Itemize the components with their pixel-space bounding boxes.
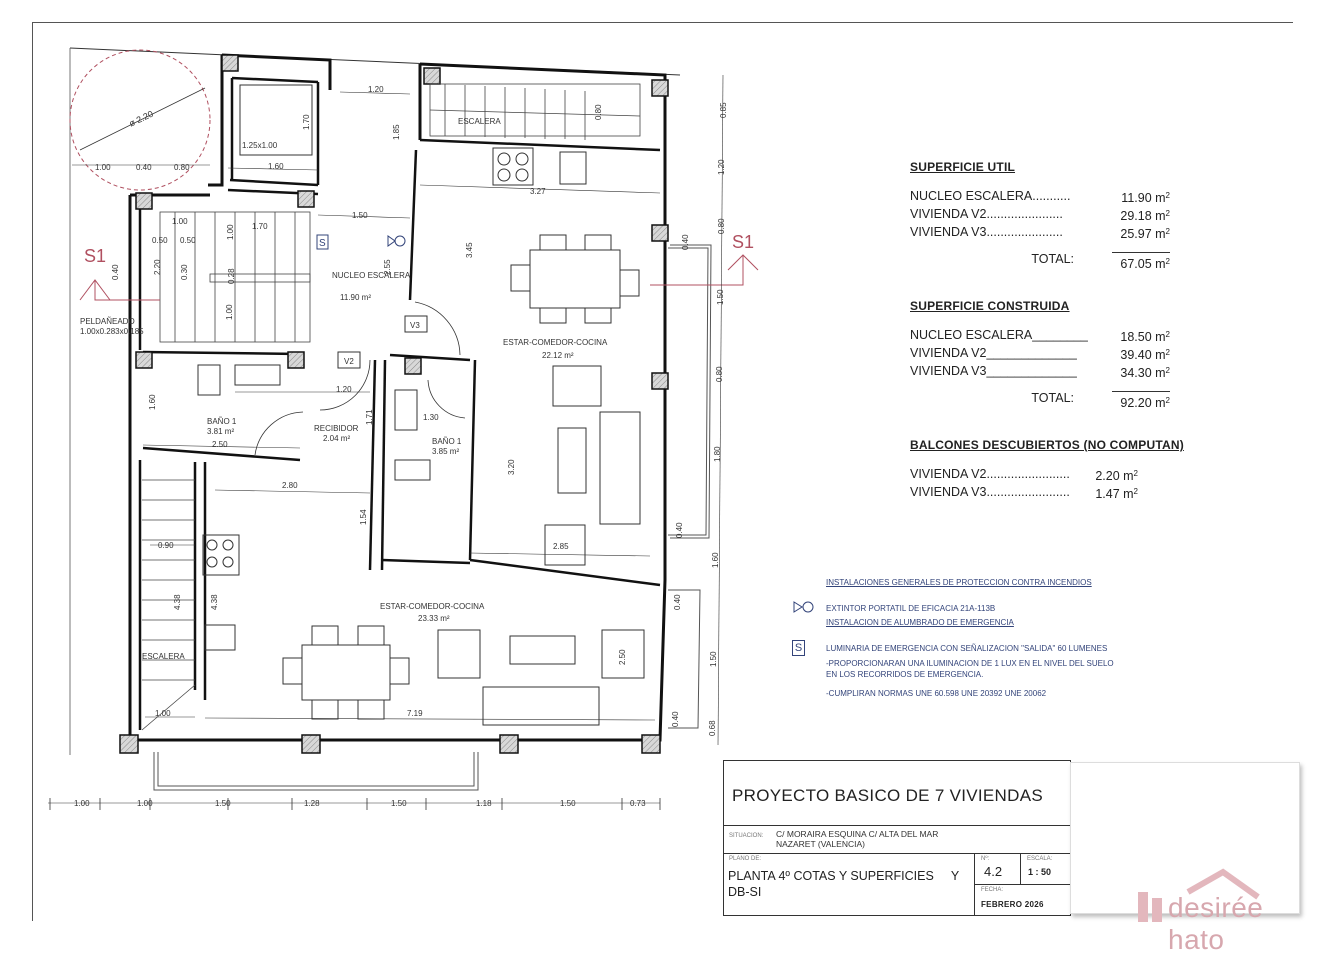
svg-text:0.80: 0.80 — [174, 163, 190, 172]
room-label-nucleo: NUCLEO ESCALERA — [332, 271, 411, 280]
svg-text:2.50: 2.50 — [618, 649, 627, 665]
room-area-estar-v3: 22.12 m² — [542, 351, 574, 360]
svg-text:1.85: 1.85 — [392, 124, 401, 140]
room-label-bano-v2: BAÑO 1 — [207, 417, 237, 426]
svg-text:1.25x1.00: 1.25x1.00 — [242, 141, 278, 150]
stair-top — [430, 84, 640, 140]
kitchen-lower — [203, 535, 239, 650]
room-area-nucleo: 11.90 m² — [340, 293, 371, 302]
svg-text:1.00: 1.00 — [226, 224, 235, 240]
svg-text:3.27: 3.27 — [530, 187, 546, 196]
svg-text:2.50: 2.50 — [212, 440, 228, 449]
svg-text:0.40: 0.40 — [111, 264, 120, 280]
situacion-cell: SITUACION: C/ MORAIRA ESQUINA C/ ALTA DEL MAR NAZARET (VALENCIA) — [724, 826, 1070, 854]
superficie-construida-title: SUPERFICIE CONSTRUIDA — [910, 299, 1070, 313]
svg-text:1.60: 1.60 — [711, 552, 720, 568]
svg-text:1.60: 1.60 — [148, 394, 157, 410]
living-furniture-v3 — [545, 366, 640, 565]
balconies — [154, 245, 711, 790]
legend-heading-fire: INSTALACIONES GENERALES DE PROTECCION CONTRA INCENDIOS — [826, 578, 1092, 587]
section-label-left: S1 — [84, 246, 107, 266]
svg-text:0.40: 0.40 — [136, 163, 152, 172]
svg-text:0.40: 0.40 — [675, 522, 684, 538]
extinguisher-icon — [388, 236, 405, 246]
door-swings — [255, 302, 465, 455]
superficie-construida-table — [910, 299, 1170, 410]
table-row: VIVIENDA V2 ........................ 2.20 $m^2$ — [910, 467, 1138, 483]
svg-text:1.20: 1.20 — [336, 385, 352, 394]
svg-text:1.00: 1.00 — [172, 217, 188, 226]
stair-lower — [142, 480, 195, 730]
room-label-estar-v3: ESTAR-COMEDOR-COCINA — [503, 338, 608, 347]
superficie-util-table — [910, 160, 1170, 271]
label-v2: V2 — [344, 357, 354, 366]
room-area-bano-v2: 3.81 m² — [207, 427, 235, 436]
room-label-recibidor: RECIBIDOR — [314, 424, 359, 433]
svg-text:2.85: 2.85 — [553, 542, 569, 551]
svg-text:1.70: 1.70 — [252, 222, 268, 231]
svg-text:0.50: 0.50 — [152, 236, 168, 245]
svg-text:1.00: 1.00 — [95, 163, 111, 172]
svg-text:1.00: 1.00 — [137, 799, 153, 808]
svg-text:0.80: 0.80 — [594, 104, 603, 120]
svg-text:1.54: 1.54 — [359, 509, 368, 525]
living-furniture-v2 — [438, 630, 644, 725]
svg-text:1.50: 1.50 — [215, 799, 231, 808]
room-label-escalera-top: ESCALERA — [458, 117, 501, 126]
table-row: NUCLEO ESCALERA ________ 18.50 $m^2$ — [910, 328, 1170, 344]
room-label-estar-v2: ESTAR-COMEDOR-COCINA — [380, 602, 485, 611]
table-row: VIVIENDA V2 _____________ 39.40 $m^2$ — [910, 346, 1170, 362]
svg-text:1.50: 1.50 — [560, 799, 576, 808]
svg-text:0.40: 0.40 — [671, 711, 680, 727]
svg-text:1.20: 1.20 — [368, 85, 384, 94]
balcones-title: BALCONES DESCUBIERTOS (NO COMPUTAN) — [910, 438, 1184, 452]
svg-text:0.80: 0.80 — [717, 218, 726, 234]
table-row: NUCLEO ESCALERA ........... 11.90 $m^2$ — [910, 189, 1170, 205]
svg-text:0.90: 0.90 — [158, 541, 174, 550]
area-summary — [910, 160, 1184, 530]
svg-text:1.80: 1.80 — [713, 446, 722, 462]
svg-text:0.40: 0.40 — [681, 234, 690, 250]
section-marker-left — [80, 280, 160, 300]
company-logo: desirée hato — [1128, 862, 1323, 932]
svg-text:0.85: 0.85 — [719, 102, 728, 118]
dimension-lines — [48, 75, 723, 803]
dining-table-v3 — [511, 235, 639, 323]
title-block — [723, 760, 1071, 916]
room-area-estar-v2: 23.33 m² — [418, 614, 450, 623]
svg-text:1.50: 1.50 — [709, 651, 718, 667]
room-area-recibidor: 2.04 m² — [323, 434, 351, 443]
legend-row-luminaria: S LUMINARIA DE EMERGENCIA CON SEÑALIZACION "SALIDA" 60 LUMENES — [792, 638, 1152, 658]
svg-text:2.80: 2.80 — [282, 481, 298, 490]
svg-text:1.70: 1.70 — [302, 114, 311, 130]
exterior-walls — [130, 55, 665, 740]
svg-text:1.28: 1.28 — [304, 799, 320, 808]
legend-heading-light: INSTALACION DE ALUMBRADO DE EMERGENCIA — [826, 618, 1014, 627]
svg-text:1.50: 1.50 — [716, 289, 725, 305]
legend-note-2: -CUMPLIRAN NORMAS UNE 60.598 UNE 20392 UNE 20062 — [826, 689, 1047, 698]
svg-text:1.00: 1.00 — [155, 709, 171, 718]
fire-safety-legend — [792, 578, 1152, 707]
svg-text:1.60: 1.60 — [268, 162, 284, 171]
dining-table-v2 — [283, 626, 409, 719]
extinguisher-icon — [792, 601, 826, 615]
room-label-escalera-lower: ESCALERA — [142, 652, 185, 661]
kitchen-top — [493, 148, 586, 185]
svg-text:0.73: 0.73 — [630, 799, 646, 808]
plano-cell: PLANO DE: PLANTA 4º COTAS Y SUPERFICIES Y DB-SI — [724, 854, 975, 915]
svg-text:1.30: 1.30 — [423, 413, 439, 422]
balcones-table — [910, 438, 1200, 502]
svg-text:0.28: 0.28 — [227, 268, 236, 284]
table-row: VIVIENDA V3 _____________ 34.30 $m^2$ — [910, 364, 1170, 380]
svg-text:3.20: 3.20 — [507, 459, 516, 475]
svg-text:0.80: 0.80 — [715, 366, 724, 382]
interior-walls — [140, 78, 660, 730]
svg-text:3.45: 3.45 — [465, 242, 474, 258]
stair-spec-dims: 1.00x0.283x0.185 — [80, 327, 144, 336]
svg-text:0.30: 0.30 — [180, 264, 189, 280]
svg-text:2.20: 2.20 — [153, 259, 162, 275]
svg-text:0.68: 0.68 — [708, 720, 717, 736]
svg-text:S: S — [319, 238, 326, 249]
svg-text:ø 2.20: ø 2.20 — [127, 108, 155, 129]
legend-row-extinguisher: EXTINTOR PORTATIL DE EFICACIA 21A-113B — [792, 598, 1152, 618]
sheet-number-cell: Nº: 4.2 — [975, 854, 1021, 885]
legend-note-1: -PROPORCIONARAN UNA ILUMINACION DE 1 LUX EN EL NIVEL DEL SUELO EN LOS RECORRIDOS DE EMERGENCIA. — [826, 659, 1114, 679]
label-v3: V3 — [410, 321, 420, 330]
date-cell: FECHA: FEBRERO 2026 — [981, 887, 1044, 909]
svg-text:4.38: 4.38 — [173, 594, 182, 610]
table-row: VIVIENDA V2 ...................... 29.18 $m^2$ — [910, 207, 1170, 223]
svg-text:1.50: 1.50 — [391, 799, 407, 808]
svg-text:1.00: 1.00 — [225, 304, 234, 320]
room-area-bano-v3: 3.85 m² — [432, 447, 460, 456]
emergency-exit-light-icon: S — [792, 640, 826, 656]
svg-text:1.20: 1.20 — [717, 159, 726, 175]
room-label-bano-v3: BAÑO 1 — [432, 437, 462, 446]
project-title: PROYECTO BASICO DE 7 VIVIENDAS — [724, 761, 1070, 826]
superficie-util-title: SUPERFICIE UTIL — [910, 160, 1016, 174]
table-row: VIVIENDA V3 ........................ 1.47 $m^2$ — [910, 485, 1138, 501]
svg-text:1.50: 1.50 — [352, 211, 368, 220]
stair-spec-label: PELDAÑEADO — [80, 317, 135, 326]
dimension-labels — [74, 85, 728, 808]
total-row: TOTAL: 67.05 $m^2$ — [1031, 252, 1170, 271]
total-row: TOTAL: 92.20 $m^2$ — [1031, 391, 1170, 410]
svg-text:1.18: 1.18 — [476, 799, 492, 808]
scale-cell: ESCALA: 1 : 50 — [1021, 854, 1070, 885]
svg-text:1.71: 1.71 — [365, 409, 374, 425]
emergency-light-icon — [317, 235, 328, 249]
svg-text:2.55: 2.55 — [383, 259, 392, 275]
svg-text:7.19: 7.19 — [407, 709, 423, 718]
section-label-right: S1 — [732, 232, 755, 252]
svg-text:0.50: 0.50 — [180, 236, 196, 245]
svg-text:4.38: 4.38 — [210, 594, 219, 610]
table-row: VIVIENDA V3 ...................... 25.97 $m^2$ — [910, 225, 1170, 241]
svg-text:0.40: 0.40 — [673, 594, 682, 610]
svg-text:1.00: 1.00 — [74, 799, 90, 808]
